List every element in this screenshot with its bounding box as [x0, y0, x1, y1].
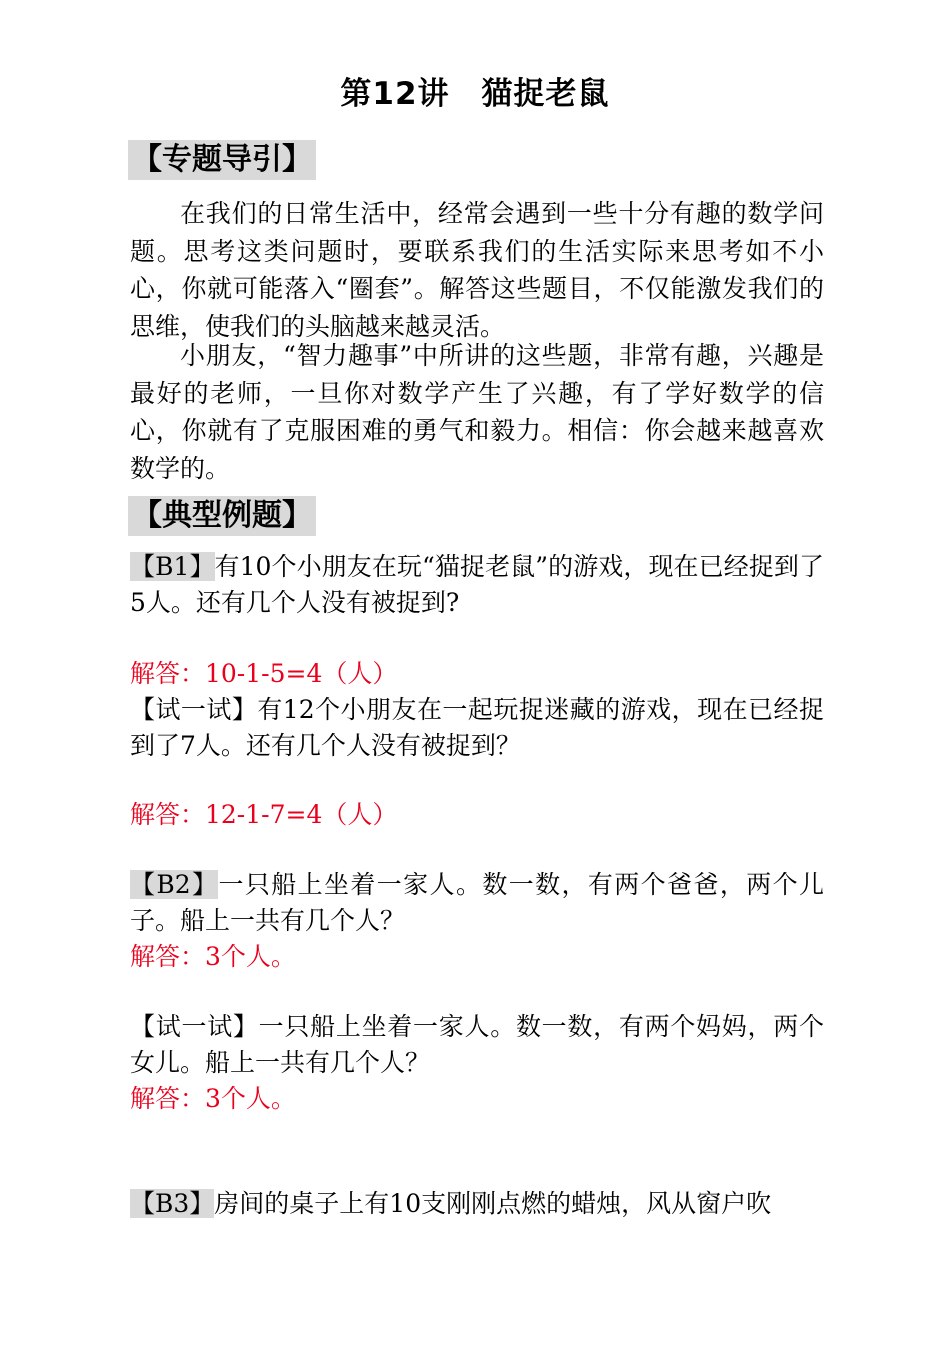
intro-paragraph-1: 在我们的日常生活中，经常会遇到一些十分有趣的数学问题。思考这类问题时，要联系我们的生活实际来思考如不小心，你就可能落入“圈套”。解答这些题目，不仅能激发我们的思维，使我们的头脑越来越灵活。	[130, 199, 824, 341]
example-b3	[130, 1186, 824, 1222]
page-title: 第12讲 猫捉老鼠	[340, 76, 610, 112]
section-heading-intro: 【专题导引】	[128, 140, 316, 180]
try-b2-answer: 解答：3个人。	[130, 1084, 296, 1113]
example-tag-b1: 【B1】	[130, 552, 215, 581]
try-b1-answer: 解答：12-1-7=4（人）	[130, 800, 398, 829]
example-tag-b3: 【B3】	[130, 1189, 215, 1218]
example-b3-question: 房间的桌子上有10支刚刚点燃的蜡烛，风从窗户吹	[214, 1189, 772, 1218]
example-b1-question: 有10个小朋友在玩“猫捉老鼠”的游戏，现在已经捉到了5人。还有几个人没有被捉到?	[130, 552, 824, 617]
section-heading-examples: 【典型例题】	[128, 496, 316, 536]
example-b1	[130, 549, 824, 621]
try-tag-b2: 【试一试】	[130, 1012, 259, 1041]
example-tag-b2: 【B2】	[130, 870, 219, 899]
intro-paragraph-2: 小朋友，“智力趣事”中所讲的这些题，非常有趣，兴趣是最好的老师，一旦你对数学产生了兴趣，有了学好数学的信心，你就有了克服困难的勇气和毅力。相信：你会越来越喜欢数学的。	[130, 341, 824, 483]
try-b2	[130, 1009, 824, 1081]
example-b1-answer: 解答：10-1-5=4（人）	[130, 659, 398, 688]
try-b2-question: 一只船上坐着一家人。数一数，有两个妈妈，两个女儿。船上一共有几个人？	[130, 1012, 824, 1077]
try-b1	[130, 692, 824, 764]
example-b2-question: 一只船上坐着一家人。数一数，有两个爸爸，两个儿子。船上一共有几个人？	[130, 870, 824, 935]
try-b1-question: 有12个小朋友在一起玩捉迷藏的游戏，现在已经捉到了7人。还有几个人没有被捉到？	[130, 695, 824, 760]
example-b2-answer: 解答：3个人。	[130, 942, 296, 971]
example-b2	[130, 867, 824, 939]
try-tag-b1: 【试一试】	[130, 695, 258, 724]
